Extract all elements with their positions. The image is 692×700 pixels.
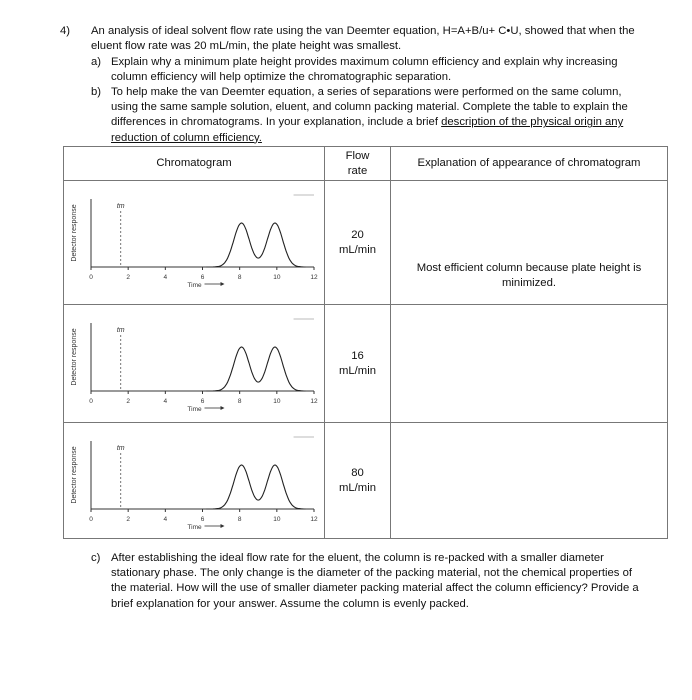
part-c-letter: c): [91, 552, 101, 564]
header-chromatogram: Chromatogram: [64, 147, 325, 181]
y-axis-label: Detector response: [71, 446, 78, 504]
flow-unit: mL/min: [338, 481, 377, 494]
x-tick-label: 6: [200, 274, 205, 281]
explanation-cell[interactable]: [391, 305, 668, 423]
time-arrowhead: [221, 524, 225, 528]
x-tick-label: 4: [163, 398, 168, 405]
tm-marker-label: tm: [116, 445, 125, 452]
x-tick-label: 6: [200, 398, 205, 405]
part-b-underlined-text: description of the physical origin any reduction of column efficiency.: [111, 116, 624, 144]
flow-value: 16: [351, 349, 364, 362]
flow-value: 20: [351, 228, 364, 241]
question-number: 4): [60, 25, 71, 37]
x-tick-label: 0: [89, 274, 93, 281]
x-tick-label: 10: [273, 398, 281, 405]
x-tick-label: 10: [273, 274, 281, 281]
part-a-letter: a): [91, 56, 102, 68]
chromatogram-peaks: [206, 465, 305, 509]
time-arrowhead: [221, 282, 225, 286]
x-axis-label: Time: [187, 524, 202, 531]
x-tick-label: 2: [126, 398, 130, 405]
chromatogram-plot: [64, 181, 325, 305]
part-b-main-text: To help make the van Deemter equation, a series of separations were performed on the same column, using the same sample solution, eluent, and column packing material. Complete the table to explain the differences in chromatograms. In your explanation, include a brief: [111, 86, 628, 129]
chromatogram-peaks: [206, 347, 305, 391]
y-axis-label: Detector response: [71, 204, 78, 262]
flow-rate-cell: [325, 181, 391, 305]
x-tick-label: 8: [237, 274, 242, 281]
question-stem: An analysis of ideal solvent flow rate using the van Deemter equation, H=A+B/u+ C•U, showed that when the eluent flow rate was 20 mL/min, the plate height was smallest.: [91, 25, 635, 53]
chromatogram-cell: [64, 181, 325, 305]
explanation-cell[interactable]: Most efficient column because plate height is minimized.: [391, 181, 668, 305]
x-axis-label: Time: [187, 406, 202, 413]
x-tick-label: 12: [310, 398, 318, 405]
chromatogram-table: [63, 146, 668, 539]
table-row: [64, 305, 668, 423]
x-tick-label: 10: [273, 516, 281, 523]
header-flow-line2: rate: [347, 164, 368, 177]
x-tick-label: 0: [89, 398, 93, 405]
chromatogram-cell: [64, 423, 325, 539]
x-tick-label: 12: [310, 516, 318, 523]
y-axis-label: Detector response: [71, 328, 78, 386]
x-tick-label: 2: [126, 274, 130, 281]
tm-marker-label: tm: [116, 327, 125, 334]
part-b-text: [111, 85, 631, 146]
x-axis-label: Time: [187, 282, 202, 289]
x-tick-label: 4: [163, 274, 168, 281]
x-tick-label: 6: [200, 516, 205, 523]
header-flow-line1: Flow: [345, 149, 370, 162]
flow-rate-cell: [325, 423, 391, 539]
chromatogram-peaks: [206, 223, 305, 267]
header-flow-rate: [325, 147, 391, 181]
x-tick-label: 8: [237, 516, 242, 523]
flow-value: 80: [351, 466, 364, 479]
flow-rate-cell: [325, 305, 391, 423]
flow-unit: mL/min: [338, 364, 377, 377]
x-tick-label: 4: [163, 516, 168, 523]
explanation-cell[interactable]: [391, 423, 668, 539]
part-a-text: Explain why a minimum plate height provides maximum column efficiency and explain why increasing column efficiency will help optimize the chromatographic separation.: [111, 56, 618, 84]
x-tick-label: 12: [310, 274, 318, 281]
tm-marker-label: tm: [116, 203, 125, 210]
flow-unit: mL/min: [338, 243, 377, 256]
x-tick-label: 0: [89, 516, 93, 523]
table-row: [64, 181, 668, 305]
part-c-text: After establishing the ideal flow rate for the eluent, the column is re-packed with a smaller diameter stationary phase. The only change is the diameter of the packing material, not the chemical properties of the material. How will the use of smaller diameter packing material affect the column efficiency? Provide a brief explanation for your answer. Assume the column is evenly packed.: [111, 552, 639, 610]
chromatogram-plot: [64, 305, 325, 423]
header-explanation: Explanation of appearance of chromatogram: [391, 147, 668, 181]
table-row: [64, 423, 668, 539]
chromatogram-plot: [64, 423, 325, 539]
table-header-row: [64, 147, 668, 181]
time-arrowhead: [221, 406, 225, 410]
x-tick-label: 2: [126, 516, 130, 523]
part-b-letter: b): [91, 86, 102, 98]
x-tick-label: 8: [237, 398, 242, 405]
chromatogram-cell: [64, 305, 325, 423]
